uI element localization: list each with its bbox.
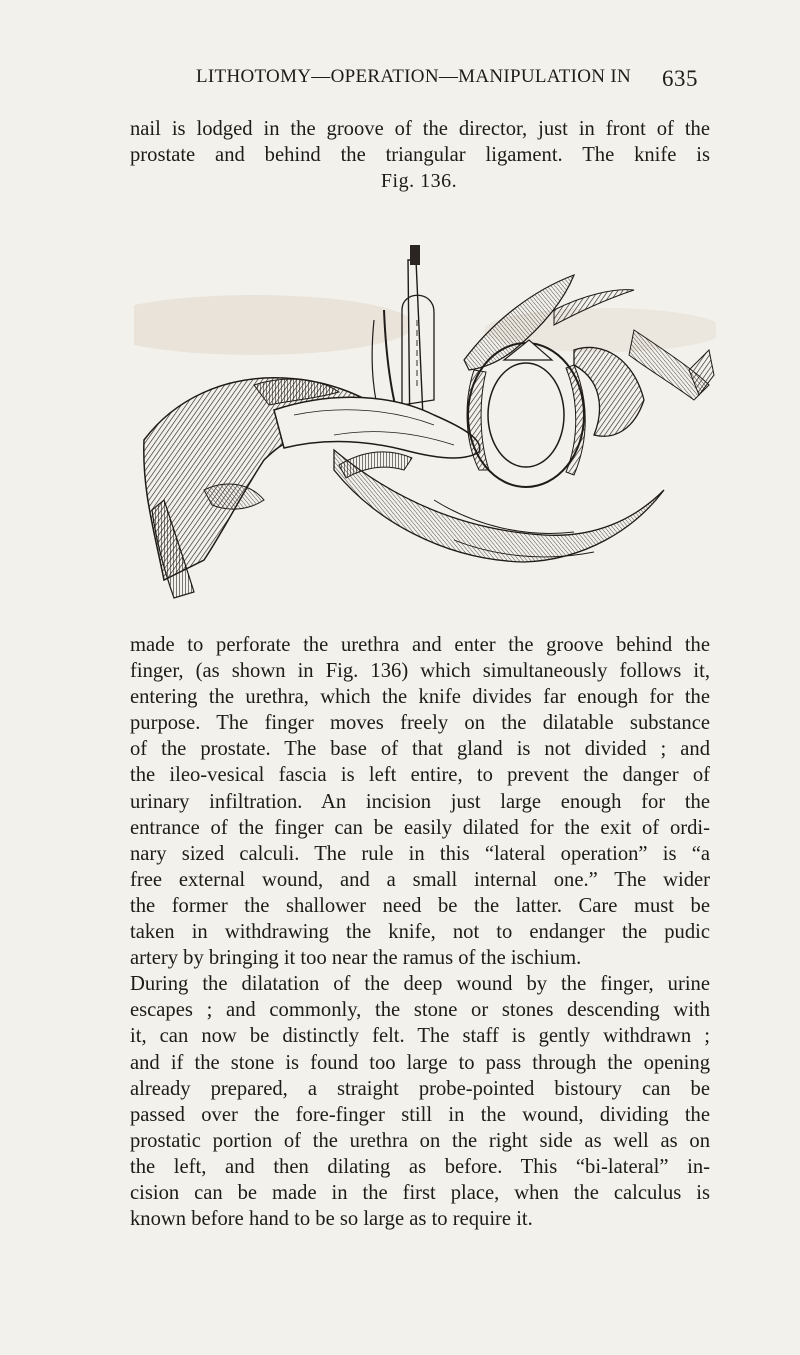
- text-line: entrance of the finger can be easily dilated for the exit of ordi-: [130, 816, 710, 839]
- text-line: the former the shallower need be the latter. Care must be: [130, 894, 710, 917]
- text-line: of the prostate. The base of that gland is not divided ; and: [130, 738, 710, 761]
- text-line: and if the stone is found too large to pass through the opening: [130, 1051, 710, 1074]
- top-paragraph: [130, 116, 710, 168]
- text-line: the left, and then dilating as before. This “bi-lateral” in-: [130, 1155, 710, 1178]
- text-line: urinary infiltration. An incision just large enough for the: [130, 790, 710, 813]
- text-line: finger, (as shown in Fig. 136) which simultaneously follows it,: [130, 660, 710, 683]
- body-paragraph: [130, 632, 710, 1232]
- text-line: free external wound, and a small internal one.” The wider: [130, 868, 710, 891]
- text-line: During the dilatation of the deep wound by the finger, urine: [130, 973, 710, 996]
- text-line: the ileo-vesical fascia is left entire, to prevent the danger of: [130, 764, 710, 787]
- text-line: made to perforate the urethra and enter the groove behind the: [130, 634, 710, 656]
- anatomical-illustration: [134, 200, 716, 620]
- running-head: LITHOTOMY—OPERATION—MANIPULATION IN: [196, 66, 631, 87]
- text-line: prostate and behind the triangular ligament. The knife is: [130, 144, 710, 167]
- text-line: known before hand to be so large as to require it.: [130, 1208, 533, 1231]
- text-line: passed over the fore-finger still in the wound, dividing the: [130, 1103, 710, 1126]
- lithotomy-engraving: [134, 200, 716, 620]
- text-line: already prepared, a straight probe-pointed bistoury can be: [130, 1077, 710, 1100]
- text-line: taken in withdrawing the knife, not to endanger the pudic: [130, 921, 710, 944]
- text-line: cision can be made in the first place, when the calculus is: [130, 1181, 710, 1204]
- text-line: purpose. The finger moves freely on the dilatable substance: [130, 712, 710, 735]
- text-line: it, can now be distinctly felt. The staff is gently withdrawn ;: [130, 1025, 710, 1048]
- page-number: 635: [662, 66, 698, 91]
- text-line: escapes ; and commonly, the stone or stones descending with: [130, 999, 710, 1022]
- text-line: nail is lodged in the groove of the director, just in front of the: [130, 118, 710, 140]
- text-line: artery by bringing it too near the ramus of the ischium.: [130, 947, 582, 970]
- text-line: nary sized calculi. The rule in this “lateral operation” is “a: [130, 842, 710, 865]
- text-line: entering the urethra, which the knife divides far enough for the: [130, 686, 710, 709]
- text-line: prostatic portion of the urethra on the right side as well as on: [130, 1129, 710, 1152]
- figure-caption: Fig. 136.: [380, 170, 458, 192]
